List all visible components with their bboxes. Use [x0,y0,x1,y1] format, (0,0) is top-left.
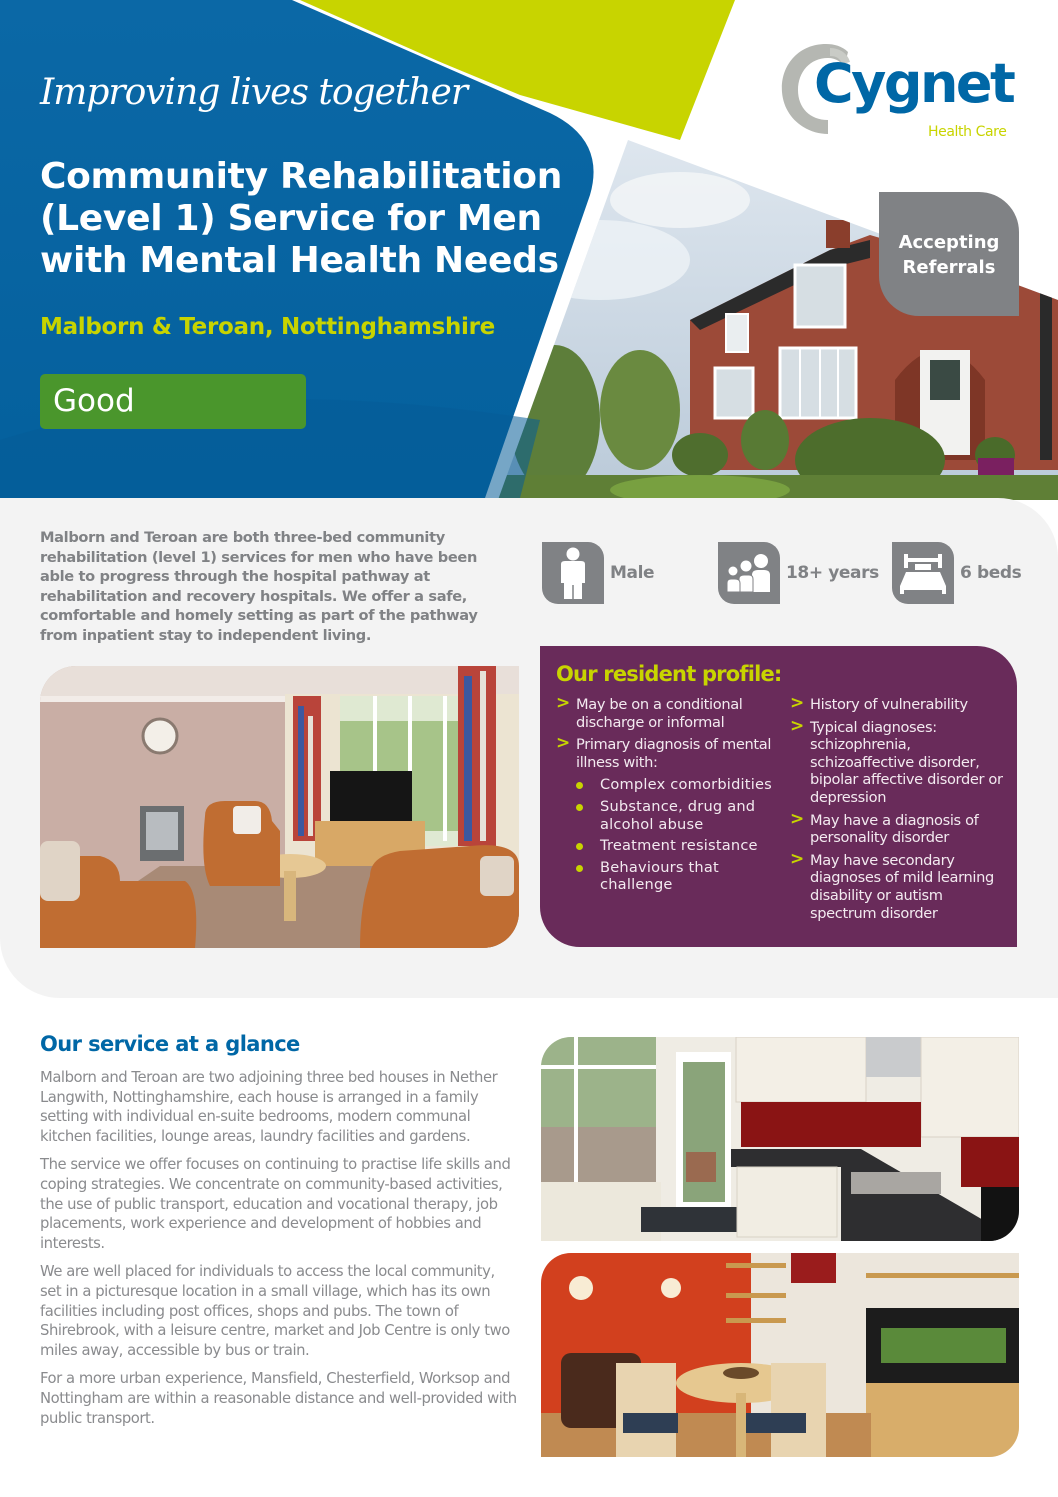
bullet-dot-icon [576,804,583,811]
cygnet-logo[interactable] [778,38,1028,148]
profile-item: > May have a diagnosis of personality disorder [790,808,979,847]
kitchen-photo [541,1037,1019,1241]
profile-item: > May be on a conditional discharge or informal [556,693,743,731]
fact-label: Male [610,563,655,583]
chevron-right-icon: > [790,693,804,713]
location-subtitle: Malborn & Teroan, Nottinghamshire [40,314,495,340]
group-people-icon [718,542,780,604]
fact-gender [542,542,654,604]
fact-label: 18+ years [786,563,879,583]
chevron-right-icon: > [556,733,570,754]
profile-item: > May have secondary diagnoses of mild learning disability or autism spectrum disorder [790,848,994,922]
dining-room-photo [541,1253,1019,1457]
tagline: Improving lives together [40,72,468,113]
bed-icon [892,542,954,604]
bullet-dot-icon [576,865,583,872]
section-heading-glance: Our service at a glance [40,1032,300,1056]
profile-item: > Typical diagnoses: schizophrenia, schizoaffective disorder, bipolar affective disorder or depression [790,715,1003,806]
glance-paragraph: The service we offer focuses on continuing to practise life skills and coping strategies. We concentrate on community-based activities, the use of public transport, education and vocational therapy, job placements, work experience and development of hobbies and interests. [40,1156,511,1252]
intro-paragraph: Malborn and Teroan are both three-bed community rehabilitation (level 1) services for men who have been able to progress through the hospital pathway at rehabilitation and recovery hospitals. We offer a safe, comfortable and homely setting as part of the pathway from inpatient stay to independent living. [40,529,478,644]
glance-paragraph: Malborn and Teroan are two adjoining three bed houses in Nether Langwith, Nottinghamshire, each house is arranged in a family setting with individual en-suite bedrooms, modern communal kitchen facilities, lounge areas, laundry facilities and gardens. [40,1069,498,1145]
page-title: Community Rehabilitation (Level 1) Service for Men with Mental Health Needs [40,156,563,281]
resident-profile-card [540,646,1017,947]
chevron-right-icon: > [556,693,570,713]
glance-paragraph: For a more urban experience, Mansfield, Chesterfield, Worksop and Nottingham are within a reasonable distance and well-provided with public transport. [40,1370,517,1427]
lounge-photo [40,666,519,948]
rating-badge: Good [40,374,306,429]
key-facts [542,542,1032,604]
chevron-right-icon: > [790,715,804,736]
profile-subitem: Complex comorbidities [556,776,786,794]
fact-beds [892,542,1021,604]
fact-label: 6 beds [960,563,1022,583]
chevron-right-icon: > [790,848,804,869]
profile-item: > History of vulnerability [790,693,968,713]
accepting-referrals-badge: Accepting Referrals [879,192,1019,316]
profile-column-left [556,693,786,898]
logo-subtitle: Health Care [928,124,1007,140]
profile-subitem: Behaviours that challenge [556,859,786,894]
glance-body [40,1068,520,1437]
chevron-right-icon: > [790,808,804,829]
hero-banner [0,0,1058,500]
bullet-dot-icon [576,782,583,789]
fact-age [718,542,879,604]
profile-item: > Primary diagnosis of mental illness with: [556,733,772,771]
bullet-dot-icon [576,843,583,850]
male-person-icon [542,542,604,604]
profile-column-right [790,693,1010,927]
profile-subitem: Treatment resistance [556,837,786,855]
profile-subitem: Substance, drug and alcohol abuse [556,798,786,833]
logo-wordmark: Cygnet [814,52,1014,115]
profile-heading: Our resident profile: [556,662,782,686]
glance-paragraph: We are well placed for individuals to access the local community, set in a picturesque location in a small village, which has its own facilities including post offices, shops and pubs. The town of Shirebrook, with a leisure centre, market and Job Centre is only two miles away, accessible by bus or train. [40,1263,510,1359]
